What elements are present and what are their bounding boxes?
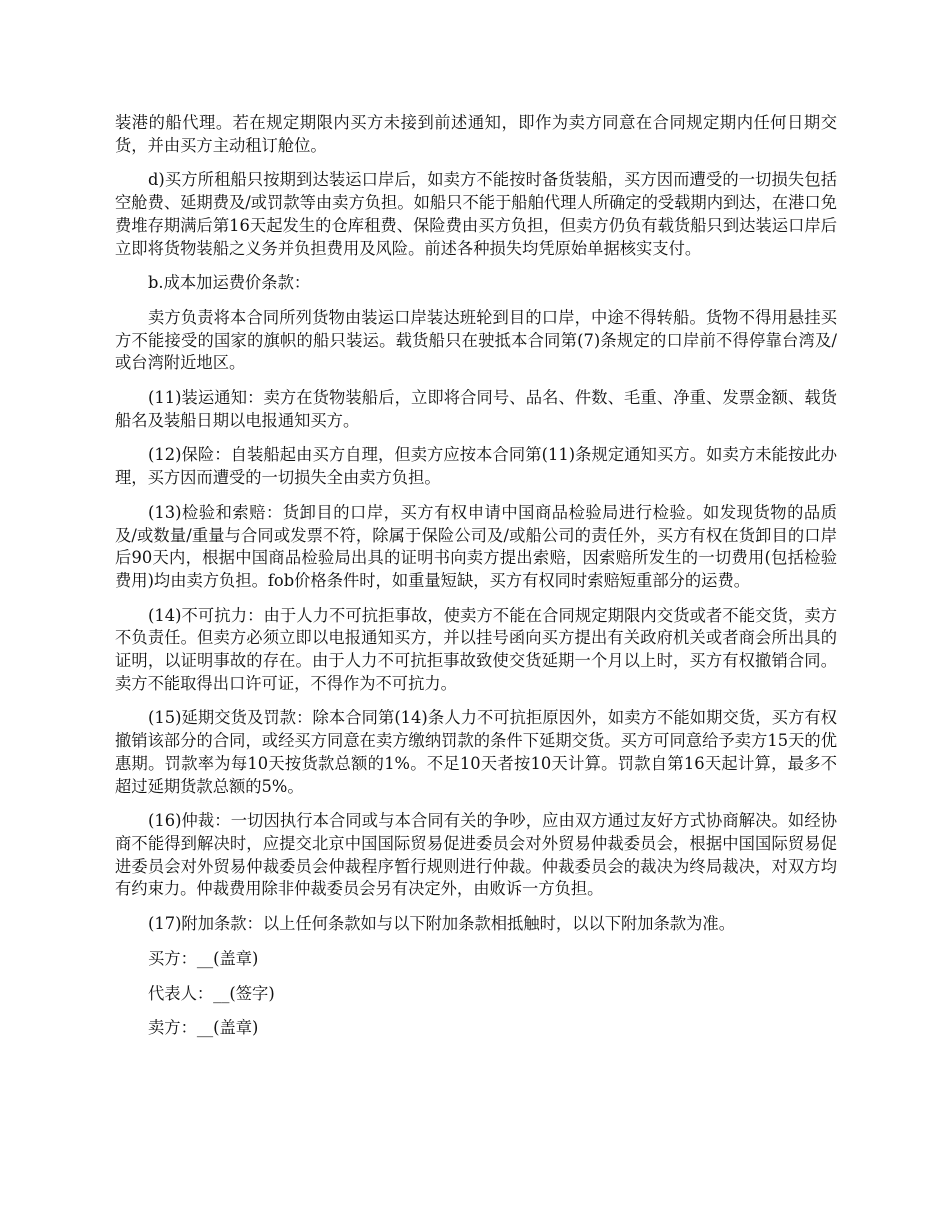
paragraph-clause-14: (14)不可抗力：由于人力不可抗拒事故，使卖方不能在合同规定期限内交货或者不能交货，卖方不负责任。但卖方必须立即以电报通知买方，并以挂号函向买方提出有关政府机关或者商会所出具的证明，以证明事故的存在。由于人力不可抗拒事故致使交货延期一个月以上时，买方有权撤销合同。卖方不能取得出口许可证，不得作为不可抗力。 (115, 605, 837, 693)
paragraph-clause-12: (12)保险：自装船起由买方自理，但卖方应按本合同第(11)条规定通知买方。如卖方未能按此办理，买方因而遭受的一切损失全由卖方负担。 (115, 445, 837, 488)
paragraph-clause-17: (17)附加条款：以上任何条款如与以下附加条款相抵触时，以以下附加条款为准。 (148, 914, 735, 934)
signature-buyer: 买方：__(盖章) (148, 948, 259, 968)
signature-seller: 卖方：__(盖章) (148, 1018, 259, 1038)
paragraph-cfr-heading: b.成本加运费价条款： (148, 273, 311, 293)
paragraph-continuation: 装港的船代理。若在规定期限内买方未接到前述通知，即作为卖方同意在合同规定期内任何日期交货，并由买方主动租订舱位。 (115, 113, 837, 155)
paragraph-clause-13: (13)检验和索赔：货卸目的口岸，买方有权申请中国商品检验局进行检验。如发现货物的品质及/或数量/重量与合同或发票不符，除属于保险公司及/或船公司的责任外，买方有权在货卸目的口岸后90天内，根据中国商品检验局出具的证明书向卖方提出索赔，因索赔所发生的一切费用(包括检验费用)均由卖方负担。fob价格条件时，如重量短缺，买方有权同时索赔短重部分的运费。 (115, 502, 837, 590)
paragraph-clause-d: d)买方所租船只按期到达装运口岸后，如卖方不能按时备货装船，买方因而遭受的一切损失包括空舱费、延期费及/或罚款等由卖方负担。如船只不能于船舶代理人所确定的受载期内到达，在港口免费堆存期满后第16天起发生的仓库租费、保险费由买方负担，但卖方仍负有载货船只到达装运口岸后立即将货物装船之义务并负担费用及风险。前述各种损失均凭原始单据核实支付。 (115, 170, 837, 258)
paragraph-clause-11: (11)装运通知：卖方在货物装船后，立即将合同号、品名、件数、毛重、净重、发票金额、载货船名及装船日期以电报通知买方。 (115, 388, 837, 430)
paragraph-clause-16: (16)仲裁：一切因执行本合同或与本合同有关的争吵，应由双方通过友好方式协商解决。如经协商不能得到解决时，应提交北京中国国际贸易促进委员会对外贸易仲裁委员会，根据中国国际贸易促进委员会对外贸易仲裁委员会仲裁程序暂行规则进行仲裁。仲裁委员会的裁决为终局裁决，对双方均有约束力。仲裁费用除非仲裁委员会另有决定外，由败诉一方负担。 (115, 811, 837, 899)
paragraph-clause-15: (15)延期交货及罚款：除本合同第(14)条人力不可抗拒原因外，如卖方不能如期交货，买方有权撤销该部分的合同，或经买方同意在卖方缴纳罚款的条件下延期交货。买方可同意给予卖方15天的优惠期。罚款率为每10天按货款总额的1%。不足10天者按10天计算。罚款自第16天起计算，最多不超过延期货款总额的5%。 (115, 708, 837, 796)
paragraph-cfr-body: 卖方负责将本合同所列货物由装运口岸装达班轮到目的口岸，中途不得转船。货物不得用悬挂买方不能接受的国家的旗帜的船只装运。载货船只在驶抵本合同第(7)条规定的口岸前不得停靠台湾及/或台湾附近地区。 (115, 307, 837, 373)
signature-representative: 代表人：__(签字) (148, 983, 275, 1003)
document-body (115, 112, 837, 1052)
